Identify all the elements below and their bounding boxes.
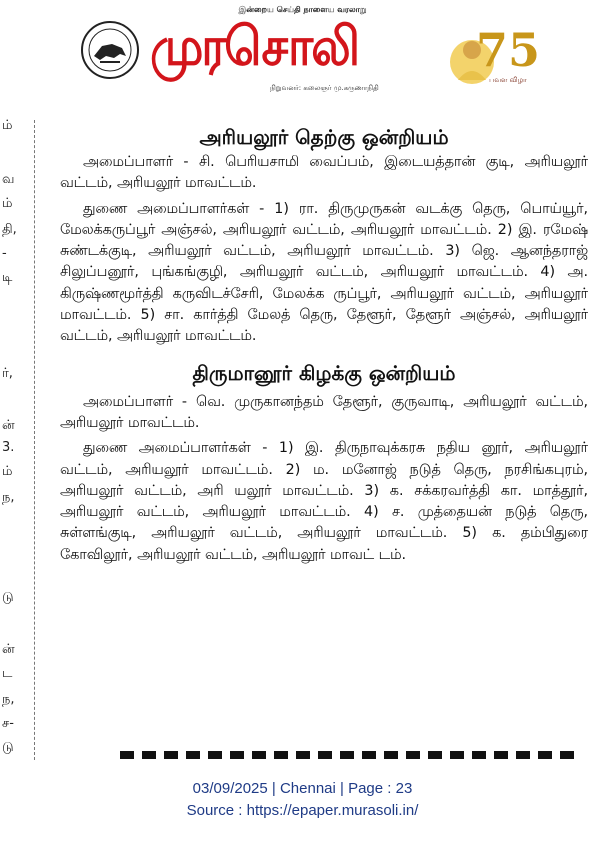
founder-line: நிறுவனர்: கலைஞர் மு.கருணாநிதி [270,84,379,92]
page-footer [0,778,605,822]
tagline: இன்றைய செய்தி நாளைய வரலாறு [238,5,367,14]
fragment-text: டு [2,740,14,755]
fragment-text: ம் [2,196,13,211]
fragment-text: ன் [2,642,15,657]
anniversary-emblem-icon [440,10,541,100]
masthead-logo: முரசொலி [150,16,358,78]
anniversary-number: 75 [475,23,541,77]
fragment-text: வ [2,172,15,187]
section-heading: அரியலூர் தெற்கு ஒன்றியம் [199,125,449,149]
fragment-text: ர், [2,366,13,381]
fragment-text: ம் [2,464,13,479]
masthead [0,0,605,110]
organizer-paragraph: அமைப்பாளர் - சி. பெரியசாமி வைப்பம், இடையத்தான் குடி, அரியலூர் வட்டம், அரியலூர் மாவட்டம். [60,154,588,192]
fragment-text: - [2,246,7,261]
anniversary-subtitle: பவள விழா [489,76,527,84]
fragment-text: ம் [2,118,13,133]
fragment-text: ச- [2,716,14,731]
fragment-text: 3. [2,440,15,455]
edition-info: 03/09/2025 | Chennai | Page : 23 [192,780,413,797]
fragment-text: ந, [2,692,15,707]
party-emblem-icon [80,20,140,80]
section-heading: திருமானூர் கிழக்கு ஒன்றியம் [192,360,456,385]
fragment-text: தி, [2,222,17,237]
cropped-next-heading [120,748,580,758]
organizer-paragraph: அமைப்பாளர் - வெ. முருகானந்தம் தேளூர், குருவாடி, அரியலூர் வட்டம், அரியலூர் மாவட்டம். [60,393,588,431]
fragment-text: டு [2,590,14,605]
fragment-text: டி [2,270,13,285]
fragment-text: ன் [2,418,15,433]
column-divider [34,120,35,760]
source-link[interactable]: Source : https://epaper.murasoli.in/ [186,802,419,819]
adjacent-column-fragment [0,118,26,760]
deputy-organizers-paragraph: துணை அமைப்பாளர்கள் - 1) இ. திருநாவுக்கரசு நதிய னூர், அரியலூர் வட்டம், அரியலூர் மாவட்டம். 2) ம. மனோஜ் நடுத் தெரு, நரசிங்கபுரம், அரியலூர் வட்டம், அரி யலூர் மாவட்டம். 3) க. சக்கரவர்த்தி கா. மாத்தூர், அரியலூர் வட்டம், அரியலூர் மாவட்டம். 4) ச. முத்தையன் நடுத் தெரு, சுள்ளங்குடி, அரியலூர் வட்டம், அரியலூர் மாவட்டம். 5) க. தம்பிதுரை கோவிலூர், அரியலூர் வட்டம், அரியலூர் மாவட் டம். [60,440,588,563]
deputy-organizers-paragraph: துணை அமைப்பாளர்கள் - 1) ரா. திருமுருகன் வடக்கு தெரு, பொய்யூர், மேலக்கருப்பூர் அஞ்சல், அரியலூர் வட்டம், அரியலூர் மாவட்டம். 2) இ. ரமேஷ் சுண்டக்குடி, அரியலூர் வட்டம், அரியலூர் மாவட்டம். 3) ஜெ. ஆனந்தராஜ் சிலுப்பனூர், புங்கங்குழி, அரியலூர் வட்டம், அரியலூர் மாவட்டம். 4) அ. கிருஷ்ணமூர்த்தி கருவிடச்சேரி, மேலக்க ருப்பூர், அரியலூர் வட்டம், அரியலூர் மாவட்டம். 5) சா. கார்த்தி மேலத் தெரு, தேளூர், தேளூர் அஞ்சல், அரியலூர் வட்டம், அரியலூர் மாவட்டம். [60,200,588,345]
fragment-text: ட [2,666,13,681]
article-column [60,122,588,566]
fragment-text: ந, [2,490,15,505]
